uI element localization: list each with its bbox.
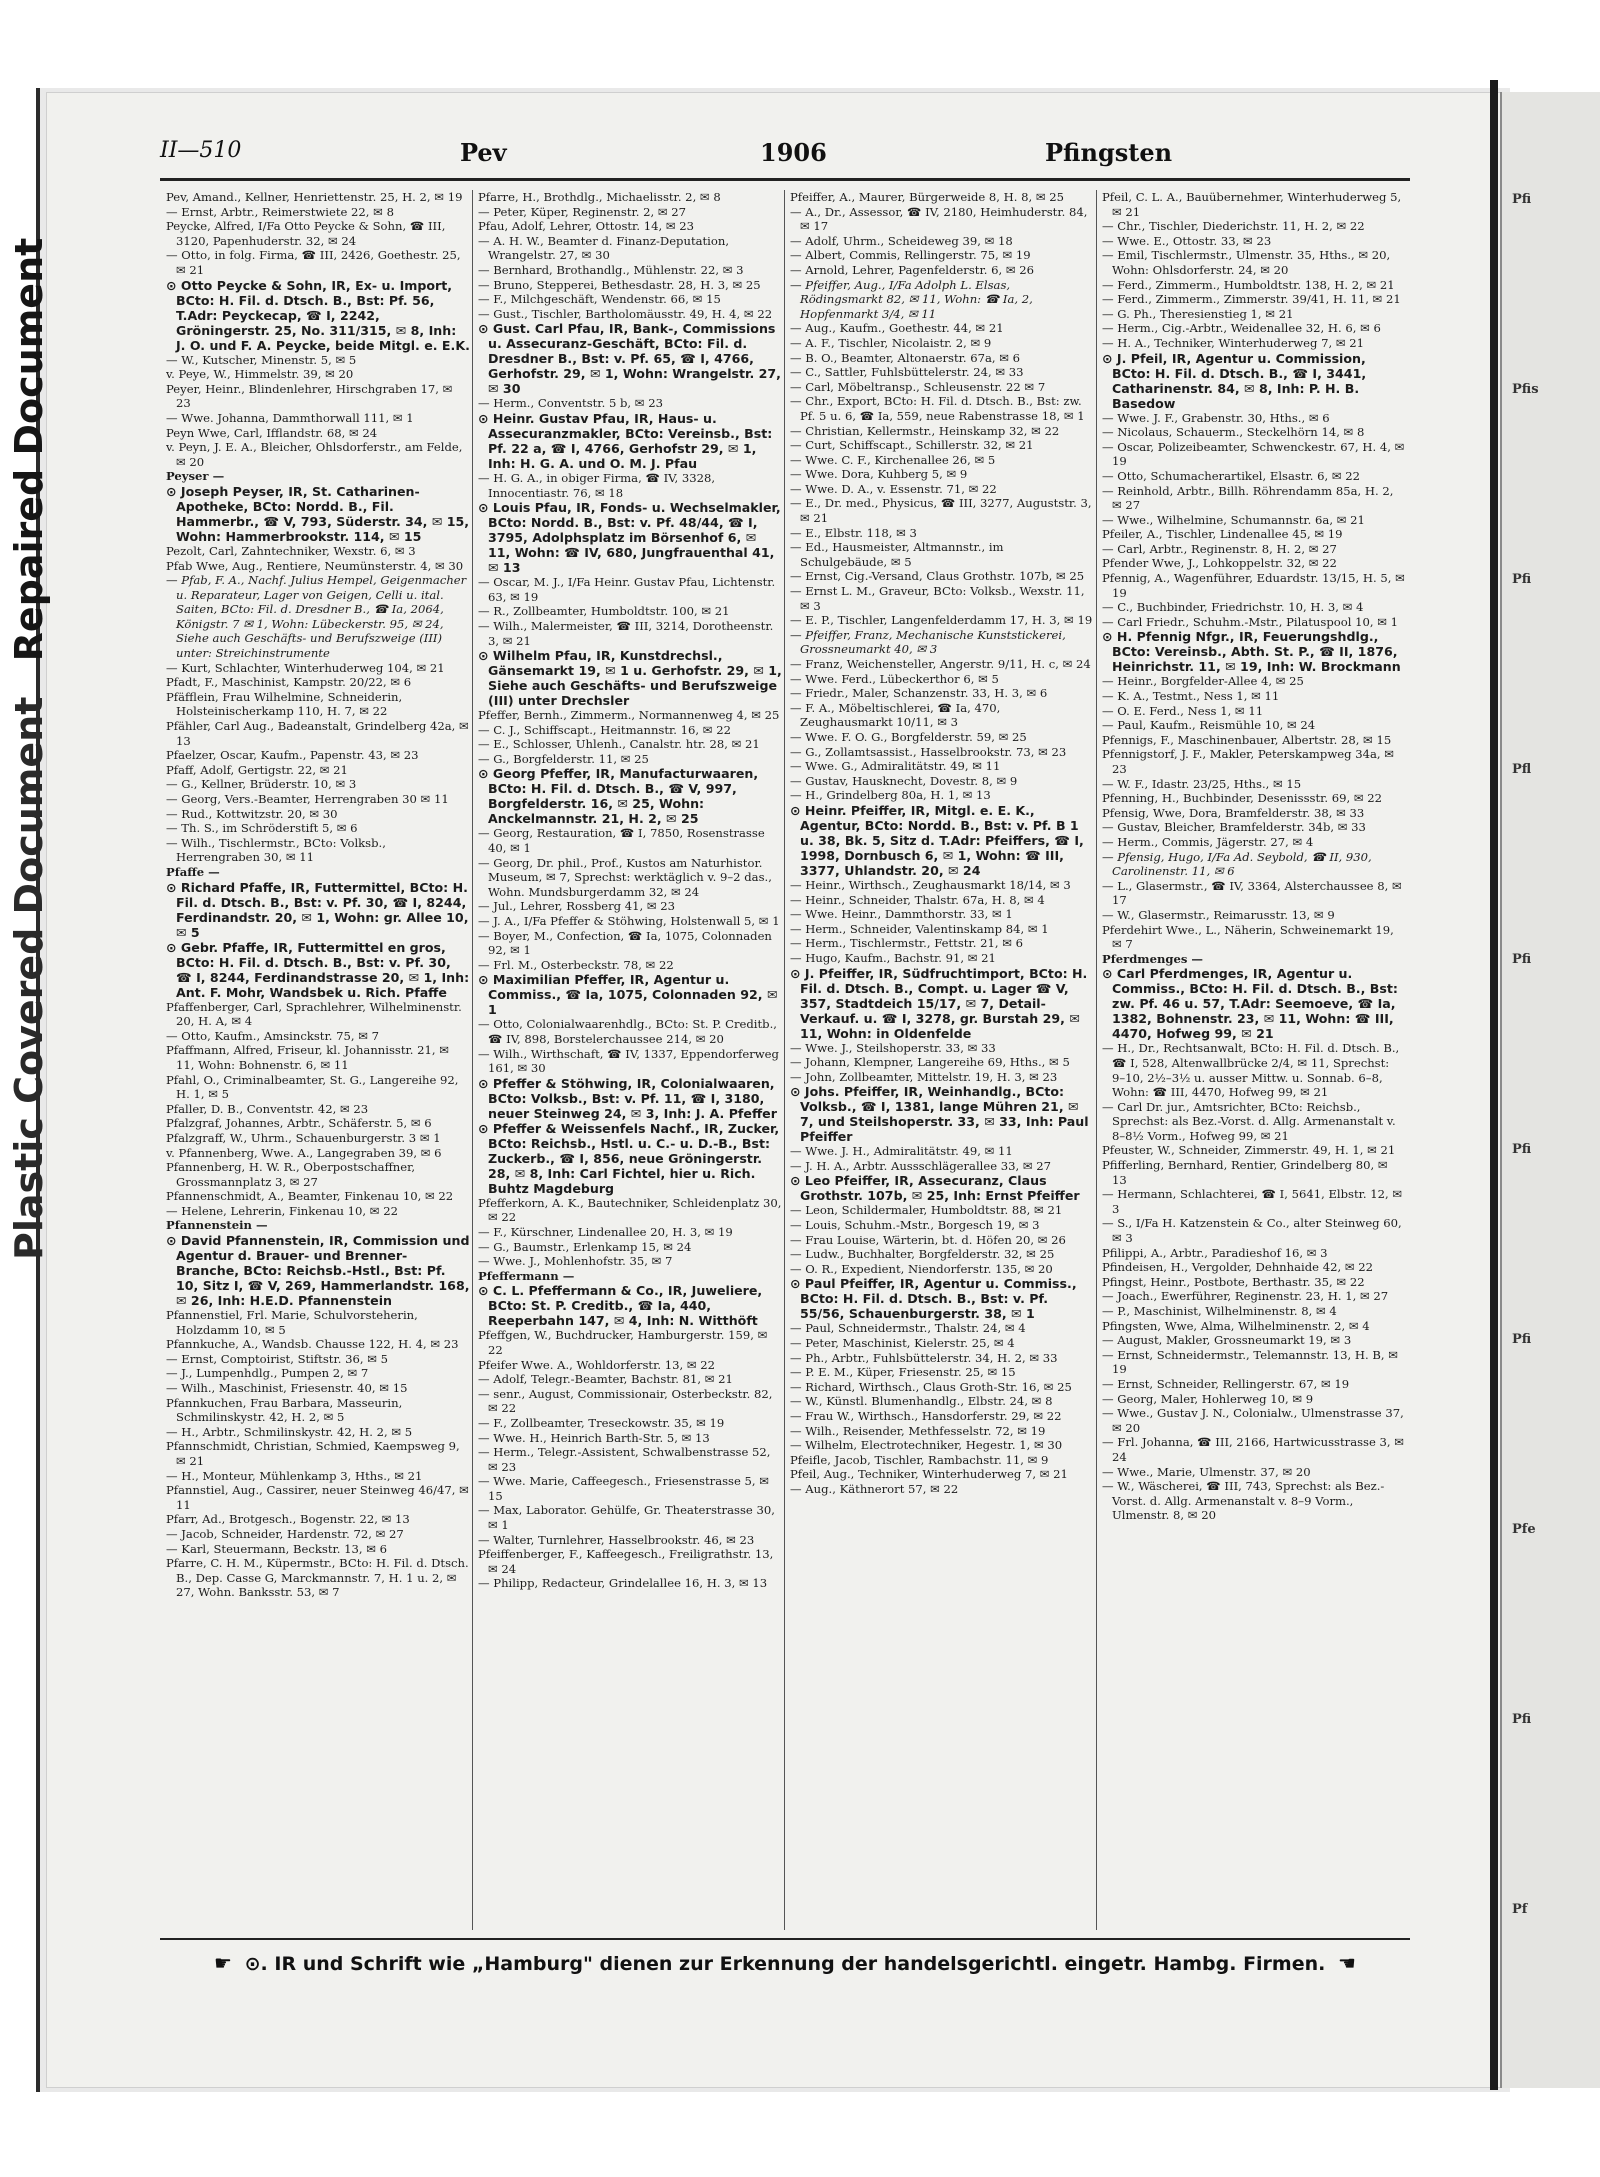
section-heading: Pfannenstein — [166, 1218, 268, 1233]
directory-entry: — Frl. M., Osterbeckstr. 78, ✉ 22 [478, 957, 674, 972]
directory-entry: Pfeuster, W., Schneider, Zimmerstr. 49, H. 1, ✉ 21 [1102, 1143, 1396, 1158]
directory-entry: — Wwe., Wilhelmine, Schumannstr. 6a, ✉ 21 [1102, 512, 1365, 527]
directory-entry: — W., Wäscherei, ☎ III, 743, Sprechst: als Bez.-Vorst. d. Allg. Armenanstalt v. 8–9 Vorm., Ulmenstr. 8, ✉ 20 [1102, 1479, 1385, 1523]
firm-entry: ⊙ H. Pfennig Nfgr., IR, Feuerungshdlg., BCto: Vereinsb., Abth. St. P., ☎ II, 1876, Heinrichstr. 11, ✉ 19, Inh: W. Brockmann [1102, 629, 1401, 675]
section-heading: Pfaffe — [166, 864, 220, 879]
firm-entry: ⊙ J. Pfeiffer, IR, Südfruchtimport, BCto: H. Fil. d. Dtsch. B., Compt. u. Lager ☎ V, 357, Stadtdeich 15/17, ✉ 7, Detail-Verkauf. u. ☎ I, 3278, gr. Burstah 29, ✉ 11, Wohn: in Oldenfelde [790, 965, 1088, 1041]
directory-entry: — B. O., Beamter, Altonaerstr. 67a, ✉ 6 [790, 350, 1021, 365]
firm-entry: ⊙ Gebr. Pfaffe, IR, Futtermittel en gros, BCto: H. Fil. d. Dtsch. B., Bst: v. Pf. 30, ☎ I, 8244, Ferdinandstrasse 20, ✉ 1, Inh: Ant. F. Mohr, Wandsbek u. Rich. Pfaffe [166, 939, 470, 1000]
directory-entry: Pfannkuchen, Frau Barbara, Masseurin, Schmilinskystr. 42, H. 2, ✉ 5 [166, 1395, 403, 1425]
directory-column-2 [478, 190, 782, 1932]
directory-entry: — R., Zollbeamter, Humboldtstr. 100, ✉ 21 [478, 604, 730, 619]
directory-entry: — W., Künstl. Blumenhandlg., Elbstr. 24, ✉ 8 [790, 1394, 1053, 1409]
firm-entry: ⊙ Pfeffer & Weissenfels Nachf., IR, Zucker, BCto: Reichsb., Hstl. u. C.- u. D.-B., Bst: Zuckerb., ☎ I, 856, neue Gröningerstr. 28, ✉ 8, Inh: Carl Fichtel, hier u. Rich. Buhtz Magdeburg [478, 1120, 780, 1196]
side-label-plastic-covered: Plastic Covered Document [7, 696, 51, 1260]
directory-entry: — Paul, Schneidermstr., Thalstr. 24, ✉ 4 [790, 1321, 1026, 1336]
directory-entry: v. Pfannenberg, Wwe. A., Langegraben 39, ✉ 6 [166, 1145, 442, 1160]
directory-entry: — G., Kellner, Brüderstr. 10, ✉ 3 [166, 777, 357, 792]
header-rule [160, 178, 1410, 181]
firm-entry: ⊙ Gust. Carl Pfau, IR, Bank-, Commissions u. Assecuranz-Geschäft, BCto: Fil. d. Dresdner B., Bst: v. Pf. 65, ☎ I, 4766, Gerhofstr. 29, ✉ 1, Wohn: Wrangelstr. 27, ✉ 30 [478, 321, 781, 397]
directory-entry: — O. E. Ferd., Ness 1, ✉ 11 [1102, 703, 1264, 718]
directory-entry: — Georg, Vers.-Beamter, Herrengraben 30 ✉ 11 [166, 792, 449, 806]
directory-entry: — Herm., Cig.-Arbtr., Weidenallee 32, H. 6, ✉ 6 [1102, 321, 1381, 336]
directory-entry: — Pfeiffer, Aug., I/Fa Adolph L. Elsas, Rödingsmarkt 82, ✉ 11, Wohn: ☎ Ia, 2, Hopfenmarkt 3/4, ✉ 11 [790, 277, 1033, 321]
directory-entry: Pev, Amand., Kellner, Henriettenstr. 25, H. 2, ✉ 19 [166, 190, 463, 204]
directory-entry: — Nicolaus, Schauerm., Steckelhörn 14, ✉ 8 [1102, 425, 1365, 440]
directory-entry: Peyer, Heinr., Blindenlehrer, Hirschgraben 17, ✉ 23 [166, 381, 453, 411]
side-label [0, 120, 58, 1260]
directory-entry: — C., Buchbinder, Friedrichstr. 10, H. 3, ✉ 4 [1102, 600, 1364, 615]
directory-entry: Pfeffgen, W., Buchdrucker, Hamburgerstr. 159, ✉ 22 [478, 1328, 768, 1357]
directory-entry: Pfender Wwe, J., Lohkoppelstr. 32, ✉ 22 [1102, 556, 1337, 571]
firm-entry: ⊙ Louis Pfau, IR, Fonds- u. Wechselmakler, BCto: Nordd. B., Bst: v. Pf. 48/44, ☎ I, 3795, Adolphsplatz im Börsenhof 6, ✉ 11, Wohn: ☎ IV, 680, Jungfrauenthal 41, ✉ 13 [478, 500, 781, 576]
directory-entry: — Chr., Tischler, Diederichstr. 11, H. 2, ✉ 22 [1102, 219, 1365, 234]
directory-entry: Pfarre, H., Brothdlg., Michaelisstr. 2, ✉ 8 [478, 190, 721, 204]
directory-entry: — Wwe. Dora, Kuhberg 5, ✉ 9 [790, 467, 968, 482]
directory-entry: — Wwe. Heinr., Dammthorstr. 33, ✉ 1 [790, 907, 1013, 922]
directory-entry: — Pfeiffer, Franz, Mechanische Kunststickerei, Grossneumarkt 40, ✉ 3 [790, 627, 1066, 657]
adjacent-page-strip [1500, 92, 1600, 2088]
directory-entry: — J., Lumpenhdlg., Pumpen 2, ✉ 7 [166, 1366, 369, 1381]
directory-entry: Pfadt, F., Maschinist, Kampstr. 20/22, ✉ 6 [166, 675, 412, 690]
directory-entry: Pfaff, Adolf, Gertigstr. 22, ✉ 21 [166, 762, 348, 777]
directory-entry: — Wwe. J., Mohlenhofstr. 35, ✉ 7 [478, 1254, 673, 1269]
firm-entry: ⊙ Johs. Pfeiffer, IR, Weinhandlg., BCto: Volksb., ☎ I, 1381, lange Mühren 21, ✉ 7, und Steilshoperstr. 33, ✉ 33, Inh: Paul Pfeiffer [790, 1084, 1089, 1145]
directory-entry: — Herm., Tischlermstr., Fettstr. 21, ✉ 6 [790, 936, 1023, 951]
directory-entry: — Wwe. Johanna, Dammthorwall 111, ✉ 1 [166, 410, 414, 425]
adjacent-page-fragment: Pfl [1512, 762, 1532, 777]
directory-entry: — Adolf, Uhrm., Scheideweg 39, ✉ 18 [790, 233, 1013, 248]
directory-entry: Pfähler, Carl Aug., Badeanstalt, Grindelberg 42a, ✉ 13 [166, 719, 469, 748]
column-divider [784, 190, 785, 1930]
directory-entry: — Frau Louise, Wärterin, bt. d. Höfen 20, ✉ 26 [790, 1232, 1066, 1247]
directory-entry: Pfingst, Heinr., Postbote, Berthastr. 35, ✉ 22 [1102, 1274, 1365, 1289]
directory-entry: — Karl, Steuermann, Beckstr. 13, ✉ 6 [166, 1541, 388, 1556]
directory-entry: Pfahl, O., Criminalbeamter, St. G., Langereihe 92, H. 1, ✉ 5 [166, 1072, 459, 1102]
directory-entry: Pfab Wwe, Aug., Rentiere, Neumünsterstr. 4, ✉ 30 [166, 558, 464, 573]
directory-entry: — K. A., Testmt., Ness 1, ✉ 11 [1102, 689, 1280, 704]
directory-entry: — Wilh., Malermeister, ☎ III, 3214, Dorotheenstr. 3, ✉ 21 [478, 618, 774, 648]
directory-entry: — Ernst, Schneidermstr., Telemannstr. 13, H. B, ✉ 19 [1102, 1347, 1398, 1377]
directory-entry: — Otto, Colonialwaarenhdlg., BCto: St. P. Creditb., ☎ IV, 898, Borstelerchaussee 214, ✉ 20 [478, 1017, 777, 1046]
directory-entry: Pfarre, C. H. M., Küpermstr., BCto: H. Fil. d. Dtsch. B., Dep. Casse G, Marckmannstr. 7, H. 1 u. 2, ✉ 27, Wohn. Banksstr. 53, ✉ 7 [166, 1556, 469, 1600]
directory-entry: — P. E. M., Küper, Friesenstr. 25, ✉ 15 [790, 1365, 1016, 1380]
directory-entry: — Arnold, Lehrer, Pagenfelderstr. 6, ✉ 26 [790, 262, 1034, 277]
section-heading: Pferdmenges — [1102, 951, 1204, 966]
directory-entry: — Wilh., Tischlermstr., BCto: Volksb., Herrengraben 30, ✉ 11 [166, 835, 386, 865]
directory-entry: Pfindeisen, H., Vergolder, Dehnhaide 42, ✉ 22 [1102, 1260, 1373, 1275]
directory-entry: — W., Glasermstr., Reimarusstr. 13, ✉ 9 [1102, 907, 1335, 922]
column-divider [472, 190, 473, 1930]
directory-entry: — Friedr., Maler, Schanzenstr. 33, H. 3, ✉ 6 [790, 686, 1048, 701]
directory-entry: Pfeffer, Bernh., Zimmerm., Normannenweg 4, ✉ 25 [478, 708, 780, 723]
directory-entry: — Hermann, Schlachterei, ☎ I, 5641, Elbstr. 12, ✉ 3 [1102, 1187, 1403, 1216]
directory-entry: — Wwe. G., Admiralitätstr. 49, ✉ 11 [790, 759, 1001, 774]
firm-entry: ⊙ Leo Pfeiffer, IR, Assecuranz, Claus Grothstr. 107b, ✉ 25, Inh: Ernst Pfeiffer [790, 1173, 1080, 1204]
directory-entry: — Helene, Lehrerin, Finkenau 10, ✉ 22 [166, 1203, 398, 1218]
directory-entry: Pfannschmidt, Christian, Schmied, Kaempsweg 9, ✉ 21 [166, 1439, 460, 1468]
directory-entry: — Ph., Arbtr., Fuhlsbüttelerstr. 34, H. 2, ✉ 33 [790, 1350, 1058, 1365]
directory-entry: — Frl. Johanna, ☎ III, 2166, Hartwicusstrasse 3, ✉ 24 [1102, 1435, 1405, 1464]
directory-entry: — Peter, Küper, Reginenstr. 2, ✉ 27 [478, 204, 687, 219]
directory-entry: Pfäfflein, Frau Wilhelmine, Schneiderin, Holsteinischerkamp 110, H. 7, ✉ 22 [166, 689, 403, 719]
directory-entry: — Herm., Schneider, Valentinskamp 84, ✉ 1 [790, 921, 1049, 936]
directory-entry: — Emil, Tischlermstr., Ulmenstr. 35, Hths., ✉ 20, Wohn: Ohlsdorferstr. 24, ✉ 20 [1102, 248, 1391, 277]
directory-entry: — A., Dr., Assessor, ☎ IV, 2180, Heimhuderstr. 84, ✉ 17 [790, 204, 1088, 234]
firm-entry: ⊙ Wilhelm Pfau, IR, Kunstdrechsl., Gänsemarkt 19, ✉ 1 u. Gerhofstr. 29, ✉ 1, Siehe auch Geschäfts- und Berufszweige (III) unter Drechsler [478, 648, 782, 709]
directory-entry: Pfeil, C. L. A., Bauübernehmer, Winterhuderweg 5, ✉ 21 [1102, 190, 1402, 219]
directory-entry: Pfensig, Wwe, Dora, Bramfelderstr. 38, ✉ 33 [1102, 805, 1365, 820]
pointing-hand-right-icon: ☚ [1338, 1951, 1356, 1975]
directory-entry: — Ed., Hausmeister, Altmannstr., im Schulgebäude, ✉ 5 [790, 540, 1004, 569]
firm-entry: ⊙ Carl Pferdmenges, IR, Agentur u. Commiss., BCto: H. Fil. d. Dtsch. B., Bst: zw. Pf. 46 u. 57, T.Adr: Seemoeve, ☎ Ia, 1382, Bohnenstr. 23, ✉ 11, Wohn: ☎ III, 4470, Hofweg 99, ✉ 21 [1102, 966, 1398, 1042]
directory-entry: — Wwe. H., Heinrich Barth-Str. 5, ✉ 13 [478, 1430, 710, 1445]
directory-entry: — Th. S., im Schröderstift 5, ✉ 6 [166, 821, 358, 836]
directory-entry: — G., Zollamtsassist., Hasselbrookstr. 73, ✉ 23 [790, 744, 1067, 759]
directory-entry: — August, Makler, Grossneumarkt 19, ✉ 3 [1102, 1333, 1352, 1348]
directory-entry: — F., Zollbeamter, Treseckowstr. 35, ✉ 19 [478, 1415, 725, 1430]
directory-entry: — Gustav, Bleicher, Bramfelderstr. 34b, ✉ 33 [1102, 820, 1366, 835]
directory-entry: — H. A., Techniker, Winterhuderweg 7, ✉ 21 [1102, 335, 1365, 350]
directory-entry: Pfannstiel, Aug., Cassirer, neuer Steinweg 46/47, ✉ 11 [166, 1483, 469, 1512]
directory-entry: — A. H. W., Beamter d. Finanz-Deputation, Wrangelstr. 27, ✉ 30 [478, 233, 730, 263]
page-footer [160, 1946, 1410, 1980]
directory-entry: — J. H. A., Arbtr. Aussschlägerallee 33, ✉ 27 [790, 1158, 1052, 1173]
directory-entry: Peyn Wwe, Carl, Ifflandstr. 68, ✉ 24 [166, 425, 378, 440]
directory-entry: — F., Milchgeschäft, Wendenstr. 66, ✉ 15 [478, 292, 721, 307]
footer-rule [160, 1938, 1410, 1940]
directory-entry: — G. Ph., Theresienstieg 1, ✉ 21 [1102, 306, 1294, 321]
directory-entry: — Frau W., Wirthsch., Hansdorferstr. 29, ✉ 22 [790, 1409, 1062, 1423]
firm-entry: ⊙ Pfeffer & Stöhwing, IR, Colonialwaaren, BCto: Volksb., Bst: v. Pf. 11, ☎ I, 3180, neuer Steinweg 24, ✉ 3, Inh: J. A. Pfeffer [478, 1075, 777, 1121]
directory-entry: Pfannenschmidt, A., Beamter, Finkenau 10, ✉ 22 [166, 1189, 454, 1204]
directory-entry: Pfalzgraf, Johannes, Arbtr., Schäferstr. 5, ✉ 6 [166, 1116, 432, 1131]
directory-entry: Pfaelzer, Oscar, Kaufm., Papenstr. 43, ✉ 23 [166, 748, 419, 763]
directory-entry: — Ernst, Schneider, Rellingerstr. 67, ✉ 19 [1102, 1376, 1350, 1391]
directory-entry: Pfeiler, A., Tischler, Lindenallee 45, ✉ 19 [1102, 527, 1343, 542]
firm-entry: ⊙ Otto Peycke & Sohn, IR, Ex- u. Import, BCto: H. Fil. d. Dtsch. B., Bst: Pf. 56, T.Adr: Peyckecap, ☎ I, 2242, Gröningerstr. 25, No. 311/315, ✉ 8, Inh: J. O. und F. A. Peycke, beide Mitgl. e. E.K. [166, 277, 470, 353]
firm-entry: ⊙ Richard Pfaffe, IR, Futtermittel, BCto: H. Fil. d. Dtsch. B., Bst: v. Pf. 30, ☎ I, 8244, Ferdinandstr. 20, ✉ 1, Wohn: gr. Allee 10, ✉ 5 [166, 879, 469, 940]
page-fold-edge [1490, 80, 1498, 2090]
directory-entry: — Wwe. J., Steilshoperstr. 33, ✉ 33 [790, 1040, 996, 1055]
directory-entry: — Richard, Wirthsch., Claus Groth-Str. 16, ✉ 25 [790, 1379, 1072, 1394]
directory-entry: — C., Sattler, Fuhlsbüttelerstr. 24, ✉ 33 [790, 365, 1024, 380]
directory-entry: — Aug., Kaufm., Goethestr. 44, ✉ 21 [790, 321, 1004, 336]
directory-entry: — Carl Friedr., Schuhm.-Mstr., Pilatuspool 10, ✉ 1 [1102, 614, 1399, 629]
side-label-repaired: Repaired Document [7, 237, 51, 662]
adjacent-page-fragment: Pfi [1512, 192, 1532, 207]
directory-entry: — H., Grindelberg 80a, H. 1, ✉ 13 [790, 788, 991, 803]
directory-entry: — E. P., Tischler, Langenfelderdamm 17, H. 3, ✉ 19 [790, 613, 1093, 628]
directory-entry: — Jul., Lehrer, Rossberg 41, ✉ 23 [478, 899, 676, 914]
directory-entry: — Georg, Dr. phil., Prof., Kustos am Naturhistor. Museum, ✉ 7, Sprechst: werktäglich v. 9–2 das., Wohn. Mundsburgerdamm 32, ✉ 24 [478, 855, 772, 899]
directory-entry: — Pfab, F. A., Nachf. Julius Hempel, Geigenmacher u. Reparateur, Lager von Geigen, Celli u. ital. Saiten, BCto: Fil. d. Dresdner B., ☎ Ia, 2064, Königstr. 7 ✉ 1, Wohn: Lübeckerstr. 95, ✉ 24, Siehe auch Geschäfts- und Berufszweige (III) unter: Streichinstrumente [166, 573, 467, 661]
firm-entry: ⊙ J. Pfeil, IR, Agentur u. Commission, BCto: H. Fil. d. Dtsch. B., ☎ I, 3441, Catharinenstr. 84, ✉ 8, Inh: P. H. B. Basedow [1102, 350, 1367, 411]
directory-entry: — Oscar, M. J., I/Fa Heinr. Gustav Pfau, Lichtenstr. 63, ✉ 19 [478, 575, 776, 604]
directory-entry: — Walter, Turnlehrer, Hasselbrookstr. 46, ✉ 23 [478, 1532, 755, 1547]
directory-entry: — Chr., Export, BCto: H. Fil. d. Dtsch. B., Bst: zw. Pf. 5 u. 6, ☎ Ia, 559, neue Rabenstrasse 18, ✉ 1 [790, 394, 1085, 423]
directory-entry: — Bruno, Stepperei, Bethesdastr. 28, H. 3, ✉ 25 [478, 277, 761, 292]
directory-entry: — G., Baumstr., Erlenkamp 15, ✉ 24 [478, 1239, 692, 1254]
directory-entry: — E., Dr. med., Physicus, ☎ III, 3277, Auguststr. 3, ✉ 21 [790, 496, 1092, 526]
firm-entry: ⊙ Heinr. Pfeiffer, IR, Mitgl. e. E. K., Agentur, BCto: Nordd. B., Bst: v. Pf. B 1 u. 38, Bk. 5, Sitz d. T.Adr: Pfeiffers, ☎ I, 1998, Dornbusch 6, ✉ 1, Wohn: ☎ III, 3377, Uhlandstr. 20, ✉ 24 [790, 802, 1084, 878]
directory-entry: — Ernst L. M., Graveur, BCto: Volksb., Wexstr. 11, ✉ 3 [790, 584, 1085, 613]
directory-entry: — W., Kutscher, Minenstr. 5, ✉ 5 [166, 352, 357, 367]
header-year: 1906 [760, 138, 827, 167]
directory-entry: — Franz, Weichensteller, Angerstr. 9/11, H. c, ✉ 24 [790, 657, 1091, 671]
adjacent-page-fragment: Pfis [1512, 382, 1539, 397]
directory-entry: — Joach., Ewerführer, Reginenstr. 23, H. 1, ✉ 27 [1102, 1289, 1389, 1304]
directory-entry: — Wwe., Gustav J. N., Colonialw., Ulmenstrasse 37, ✉ 20 [1102, 1406, 1404, 1435]
directory-entry: — A. F., Tischler, Nicolaistr. 2, ✉ 9 [790, 335, 992, 350]
adjacent-page-fragment: Pf [1512, 1902, 1528, 1917]
directory-entry: Pferdehirt Wwe., L., Näherin, Schweinemarkt 19, ✉ 7 [1102, 922, 1394, 952]
directory-entry: Pfeil, Aug., Techniker, Winterhuderweg 7, ✉ 21 [790, 1467, 1068, 1482]
directory-entry: — Ernst, Comptoirist, Stiftstr. 36, ✉ 5 [166, 1351, 388, 1366]
adjacent-page-fragment: Pfi [1512, 952, 1532, 967]
directory-entry: Pfifferling, Bernhard, Rentier, Grindelberg 80, ✉ 13 [1102, 1158, 1388, 1187]
directory-entry: v. Peyn, J. E. A., Bleicher, Ohlsdorferstr., am Felde, ✉ 20 [166, 440, 463, 469]
directory-entry: — Ernst, Cig.-Versand, Claus Grothstr. 107b, ✉ 25 [790, 569, 1085, 584]
directory-entry: — Wilh., Maschinist, Friesenstr. 40, ✉ 15 [166, 1381, 408, 1396]
directory-entry: — Christian, Kellermstr., Heinskamp 32, ✉ 22 [790, 423, 1060, 438]
directory-entry: Pfennigstorf, J. F., Makler, Peterskampweg 34a, ✉ 23 [1102, 747, 1394, 776]
directory-entry: — S., I/Fa H. Katzenstein & Co., alter Steinweg 60, ✉ 3 [1102, 1216, 1402, 1246]
directory-entry: — John, Zollbeamter, Mittelstr. 19, H. 3, ✉ 23 [790, 1069, 1058, 1084]
directory-entry: — O. R., Expedient, Niendorferstr. 135, ✉ 20 [790, 1261, 1053, 1276]
directory-entry: — Wwe., Marie, Ulmenstr. 37, ✉ 20 [1102, 1464, 1311, 1479]
directory-entry: — Herm., Telegr.-Assistent, Schwalbenstrasse 52, ✉ 23 [478, 1445, 771, 1474]
directory-entry: — Louis, Schuhm.-Mstr., Borgesch 19, ✉ 3 [790, 1218, 1040, 1233]
directory-entry: — Peter, Maschinist, Kielerstr. 25, ✉ 4 [790, 1336, 1015, 1351]
header-first-word: Pev [460, 138, 507, 167]
directory-entry: Pfaffmann, Alfred, Friseur, kl. Johannisstr. 21, ✉ 11, Wohn: Bohnenstr. 6, ✉ 11 [166, 1043, 450, 1072]
directory-entry: — E., Elbstr. 118, ✉ 3 [790, 525, 917, 540]
directory-entry: — Wwe. D. A., v. Essenstr. 71, ✉ 22 [790, 481, 997, 496]
directory-entry: — Wwe. Marie, Caffeegesch., Friesenstrasse 5, ✉ 15 [478, 1474, 770, 1503]
directory-entry: — Curt, Schiffscapt., Schillerstr. 32, ✉ 21 [790, 438, 1034, 453]
directory-entry: — Hugo, Kaufm., Bachstr. 91, ✉ 21 [790, 950, 996, 965]
directory-entry: Pfannenstiel, Frl. Marie, Schulvorsteherin, Holzdamm 10, ✉ 5 [166, 1308, 418, 1337]
directory-entry: Pezolt, Carl, Zahntechniker, Wexstr. 6, ✉ 3 [166, 543, 416, 558]
directory-entry: — Georg, Restauration, ☎ I, 7850, Rosenstrasse 40, ✉ 1 [478, 826, 765, 856]
directory-entry: Pfau, Adolf, Lehrer, Ottostr. 14, ✉ 23 [478, 219, 694, 234]
directory-entry: — Carl, Arbtr., Reginenstr. 8, H. 2, ✉ 27 [1102, 541, 1337, 556]
directory-entry: v. Peye, W., Himmelstr. 39, ✉ 20 [166, 367, 354, 382]
directory-entry: — Heinr., Borgfelder-Allee 4, ✉ 25 [1102, 674, 1304, 689]
directory-entry: Pfannenberg, H. W. R., Oberpostschaffner, Grossmannplatz 3, ✉ 27 [166, 1160, 416, 1189]
pointing-hand-left-icon: ☛ [214, 1951, 232, 1975]
page-number: II—510 [160, 138, 242, 163]
section-heading: Peyser — [166, 469, 225, 484]
directory-entry: Pfeiffenberger, F., Kaffeegesch., Freiligrathstr. 13, ✉ 24 [478, 1547, 774, 1576]
directory-entry: — Georg, Maler, Hohlerweg 10, ✉ 9 [1102, 1391, 1314, 1406]
directory-entry: — G., Borgfelderstr. 11, ✉ 25 [478, 751, 649, 766]
directory-entry: — Albert, Commis, Rellingerstr. 75, ✉ 19 [790, 248, 1031, 263]
directory-entry: — P., Maschinist, Wilhelminenstr. 8, ✉ 4 [1102, 1304, 1337, 1318]
directory-entry: — Ferd., Zimmerm., Humboldtstr. 138, H. 2, ✉ 21 [1102, 277, 1395, 292]
directory-entry: — Carl, Möbeltransp., Schleusenstr. 22 ✉ 7 [790, 379, 1046, 394]
directory-entry: Pfarr, Ad., Brotgesch., Bogenstr. 22, ✉ 13 [166, 1512, 410, 1527]
directory-entry: — Herm., Conventstr. 5 b, ✉ 23 [478, 396, 663, 411]
directory-entry: — W. F., Idastr. 23/25, Hths., ✉ 15 [1102, 776, 1302, 791]
directory-entry: — F. A., Möbeltischlerei, ☎ Ia, 470, Zeughausmarkt 10/11, ✉ 3 [790, 700, 1001, 730]
directory-entry: Pfaller, D. B., Conventstr. 42, ✉ 23 [166, 1101, 369, 1116]
directory-entry: — Herm., Commis, Jägerstr. 27, ✉ 4 [1102, 834, 1314, 849]
directory-entry: — Carl Dr. jur., Amtsrichter, BCto: Reichsb., Sprechst: als Bez.-Vorst. d. Allg. Armenanstalt v. 8–8½ Vorm., Hofweg 99, ✉ 21 [1102, 1099, 1396, 1143]
directory-entry: — Wilh., Reisender, Methfesselstr. 72, ✉ 19 [790, 1423, 1046, 1438]
directory-entry: — Boyer, M., Confection, ☎ Ia, 1075, Colonnaden 92, ✉ 1 [478, 928, 772, 958]
adjacent-page-fragment: Pfi [1512, 1142, 1532, 1157]
directory-entry: — Wwe. F. O. G., Borgfelderstr. 59, ✉ 25 [790, 729, 1027, 744]
directory-entry: Pfilippi, A., Arbtr., Paradieshof 16, ✉ 3 [1102, 1245, 1328, 1260]
directory-entry: — Pfensig, Hugo, I/Fa Ad. Seybold, ☎ II, 930, Carolinenstr. 11, ✉ 6 [1102, 849, 1372, 879]
directory-entry: — Ferd., Zimmerm., Zimmerstr. 39/41, H. 11, ✉ 21 [1102, 292, 1401, 307]
directory-entry: — C. J., Schiffscapt., Heitmannstr. 16, ✉ 22 [478, 722, 731, 737]
directory-entry: — Wilh., Wirthschaft, ☎ IV, 1337, Eppendorferweg 161, ✉ 30 [478, 1046, 779, 1076]
directory-entry: — H., Dr., Rechtsanwalt, BCto: H. Fil. d. Dtsch. B., ☎ I, 528, Altenwallbrücke 2/4, ✉ 11, Sprechst: 9–10, 2½–3½ u. ausser Mittw. u. Sonnab. 6–8, Wohn: ☎ III, 4470, Hofweg 99, ✉ 21 [1102, 1041, 1400, 1100]
adjacent-page-fragment: Pfi [1512, 1332, 1532, 1347]
footer-note: ⊙. IR und Schrift wie „Hamburg" dienen zur Erkennung der handelsgerichtl. eingetr. Hambg. Firmen. [244, 1953, 1326, 1975]
directory-entry: Pfeifer Wwe. A., Wohldorferstr. 13, ✉ 22 [478, 1357, 715, 1372]
directory-column-4 [1102, 190, 1406, 1932]
directory-entry: — J. A., I/Fa Pfeffer & Stöhwing, Holstenwall 5, ✉ 1 [478, 914, 780, 929]
directory-entry: — Philipp, Redacteur, Grindelallee 16, H. 3, ✉ 13 [478, 1576, 768, 1591]
directory-entry: — L., Glasermstr., ☎ IV, 3364, Alsterchaussee 8, ✉ 17 [1102, 878, 1402, 908]
section-heading: Pfeffermann — [478, 1268, 575, 1283]
column-divider [1096, 190, 1097, 1930]
directory-entry: Pfannkuche, A., Wandsb. Chausse 122, H. 4, ✉ 23 [166, 1337, 459, 1352]
directory-entry: — Wwe. J. F., Grabenstr. 30, Hths., ✉ 6 [1102, 410, 1330, 425]
firm-entry: ⊙ C. L. Pfeffermann & Co., IR, Juweliere, BCto: St. P. Creditb., ☎ Ia, 440, Reeperbahn 147, ✉ 4, Inh: N. Witthöft [478, 1283, 763, 1329]
directory-entry: — Otto, Kaufm., Amsinckstr. 75, ✉ 7 [166, 1028, 379, 1043]
directory-entry: — Johann, Klempner, Langereihe 69, Hths., ✉ 5 [790, 1055, 1070, 1070]
page-header [160, 138, 1410, 178]
firm-entry: ⊙ Georg Pfeffer, IR, Manufacturwaaren, BCto: H. Fil. d. Dtsch. B., ☎ V, 997, Borgfelderstr. 16, ✉ 25, Wohn: Anckelmannstr. 21, H. 2, ✉ 25 [478, 766, 759, 827]
directory-entry: Pfingsten, Wwe, Alma, Wilhelminenstr. 2, ✉ 4 [1102, 1318, 1370, 1333]
directory-entry: Pfennig, A., Wagenführer, Eduardstr. 13/15, H. 5, ✉ 19 [1102, 571, 1405, 600]
directory-entry: — F., Kürschner, Lindenallee 20, H. 3, ✉ 19 [478, 1224, 733, 1239]
directory-entry: — H., Arbtr., Schmilinskystr. 42, H. 2, ✉ 5 [166, 1424, 413, 1439]
directory-column-1 [166, 190, 470, 1932]
directory-entry: — Wwe. E., Ottostr. 33, ✉ 23 [1102, 233, 1272, 248]
directory-entry: — Gustav, Hausknecht, Dovestr. 8, ✉ 9 [790, 773, 1018, 788]
directory-entry: — Otto, in folg. Firma, ☎ III, 2426, Goethestr. 25, ✉ 21 [166, 248, 461, 277]
firm-entry: ⊙ Heinr. Gustav Pfau, IR, Haus- u. Assecuranzmakler, BCto: Vereinsb., Bst: Pf. 22 a, ☎ I, 4766, Gerhofstr 29, ✉ 1, Inh: H. G. A. und O. M. J. Pfau [478, 410, 773, 471]
directory-entry: — Ernst, Arbtr., Reimerstwiete 22, ✉ 8 [166, 204, 394, 219]
directory-entry: — Reinhold, Arbtr., Billh. Röhrendamm 85a, H. 2, ✉ 27 [1102, 483, 1394, 513]
directory-column-3 [790, 190, 1094, 1932]
directory-entry: — senr., August, Commissionair, Osterbeckstr. 82, ✉ 22 [478, 1386, 773, 1416]
directory-entry: — Heinr., Schneider, Thalstr. 67a, H. 8, ✉ 4 [790, 892, 1045, 907]
directory-entry: — Aug., Käthnerort 57, ✉ 22 [790, 1481, 959, 1496]
header-last-word: Pfingsten [1045, 138, 1173, 167]
adjacent-page-fragment: Pfe [1512, 1522, 1536, 1537]
directory-entry: — E., Schlosser, Uhlenh., Canalstr. htr. 28, ✉ 21 [478, 737, 760, 752]
directory-entry: Pfennigs, F., Maschinenbauer, Albertstr. 28, ✉ 15 [1102, 732, 1392, 747]
directory-entry: — Leon, Schildermaler, Humboldtstr. 88, ✉ 21 [790, 1203, 1063, 1218]
directory-entry: — Wwe. C. F., Kirchenallee 26, ✉ 5 [790, 452, 996, 467]
directory-entry: Pfaffenberger, Carl, Sprachlehrer, Wilhelminenstr. 20, H. A, ✉ 4 [166, 999, 462, 1029]
directory-entry: — Gust., Tischler, Bartholomäusstr. 49, H. 4, ✉ 22 [478, 306, 773, 321]
directory-entry: Pfeifle, Jacob, Tischler, Rambachstr. 11, ✉ 9 [790, 1452, 1049, 1467]
directory-entry: — Rud., Kottwitzstr. 20, ✉ 30 [166, 806, 338, 821]
directory-entry: Pfefferkorn, A. K., Bautechniker, Schleidenplatz 30, ✉ 22 [478, 1195, 782, 1225]
directory-entry: — Jacob, Schneider, Hardenstr. 72, ✉ 27 [166, 1526, 404, 1541]
directory-entry: — Oscar, Polizeibeamter, Schwenckestr. 67, H. 4, ✉ 19 [1102, 439, 1405, 469]
directory-entry: Peycke, Alfred, I/Fa Otto Peycke & Sohn, ☎ III, 3120, Papenhuderstr. 32, ✉ 24 [166, 219, 446, 248]
directory-entry: — Ludw., Buchhalter, Borgfelderstr. 32, ✉ 25 [790, 1247, 1055, 1262]
directory-entry: — Wwe. Ferd., Lübeckerthor 6, ✉ 5 [790, 671, 999, 686]
directory-entry: — Heinr., Wirthsch., Zeughausmarkt 18/14, ✉ 3 [790, 877, 1071, 892]
directory-entry: — Max, Laborator. Gehülfe, Gr. Theaterstrasse 30, ✉ 1 [478, 1503, 775, 1533]
directory-entry: — Wilhelm, Electrotechniker, Hegestr. 1, ✉ 30 [790, 1438, 1063, 1453]
firm-entry: ⊙ Maximilian Pfeffer, IR, Agentur u. Commiss., ☎ Ia, 1075, Colonnaden 92, ✉ 1 [478, 972, 778, 1018]
firm-entry: ⊙ Joseph Peyser, IR, St. Catharinen-Apotheke, BCto: Nordd. B., Fil. Hammerbr., ☎ V, 793, Süderstr. 34, ✉ 15, Wohn: Hammerbrookstr. 114, ✉ 15 [166, 483, 470, 544]
adjacent-page-fragment: Pfi [1512, 1712, 1532, 1727]
directory-entry: — Bernhard, Brothandlg., Mühlenstr. 22, ✉ 3 [478, 262, 744, 277]
directory-entry: — Paul, Kaufm., Reismühle 10, ✉ 24 [1102, 718, 1316, 733]
directory-entry: — Kurt, Schlachter, Winterhuderweg 104, ✉ 21 [166, 660, 445, 675]
directory-entry: Pfalzgraff, W., Uhrm., Schauenburgerstr. 3 ✉ 1 [166, 1130, 441, 1145]
adjacent-page-fragment: Pfi [1512, 572, 1532, 587]
firm-entry: ⊙ David Pfannenstein, IR, Commission und Agentur d. Brauer- und Brenner-Branche, BCto: Reichsb.-Hstl., Bst: Pf. 10, Sitz I, ☎ V, 269, Hammerlandstr. 168, ✉ 26, Inh: H.E.D. Pfannenstein [166, 1233, 470, 1309]
directory-entry: Pfenning, H., Buchbinder, Desenissstr. 69, ✉ 22 [1102, 791, 1383, 806]
firm-entry: ⊙ Paul Pfeiffer, IR, Agentur u. Commiss., BCto: H. Fil. d. Dtsch. B., Bst: v. Pf. 55/56, Schauenburgerstr. 38, ✉ 1 [790, 1276, 1077, 1322]
directory-entry: — Wwe. J. H., Admiralitätstr. 49, ✉ 11 [790, 1144, 1013, 1159]
directory-entry: — H. G. A., in obiger Firma, ☎ IV, 3328, Innocentiastr. 76, ✉ 18 [478, 470, 716, 500]
directory-entry: Pfeiffer, A., Maurer, Bürgerweide 8, H. 8, ✉ 25 [790, 190, 1065, 204]
directory-entry: — Adolf, Telegr.-Beamter, Bachstr. 81, ✉ 21 [478, 1372, 733, 1387]
directory-entry: — H., Monteur, Mühlenkamp 3, Hths., ✉ 21 [166, 1468, 423, 1483]
directory-entry: — Otto, Schumacherartikel, Elsastr. 6, ✉ 22 [1102, 468, 1361, 483]
